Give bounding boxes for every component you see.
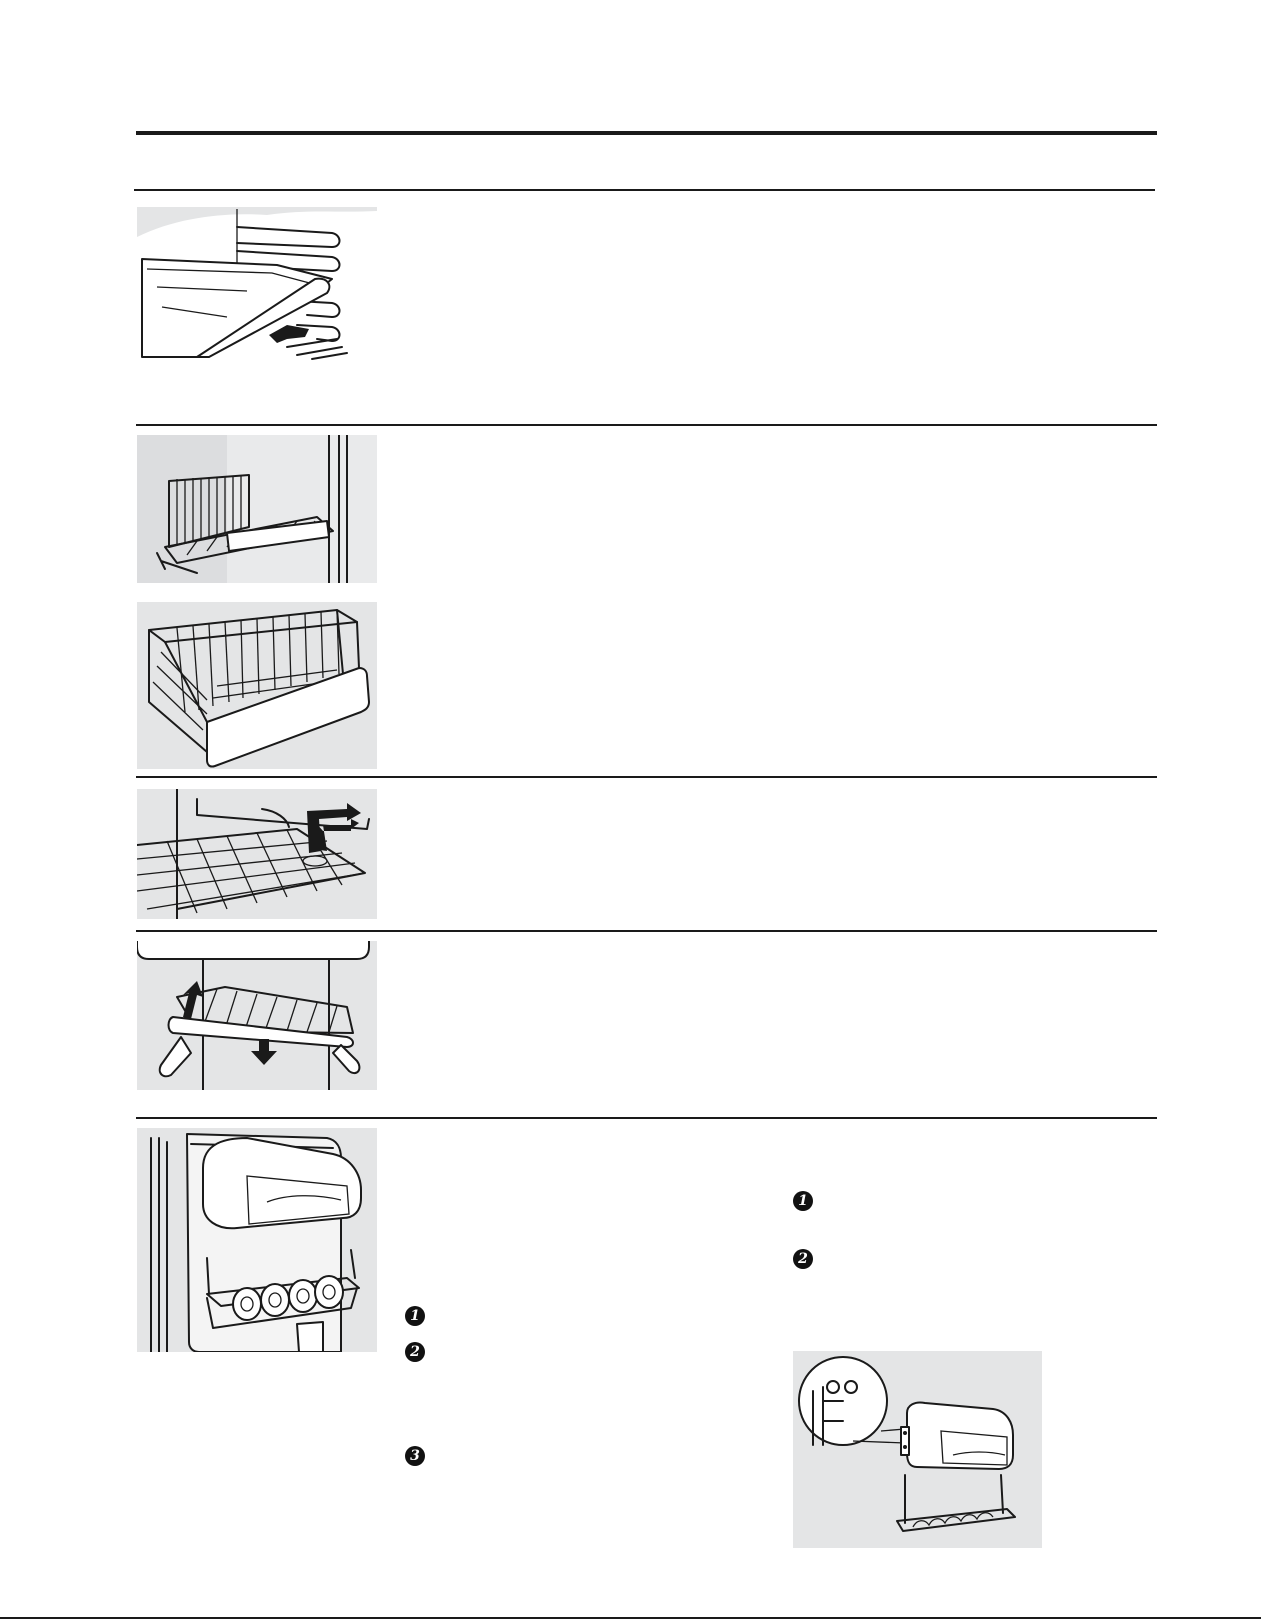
section-divider-3 xyxy=(136,776,1157,778)
callout-number-icon: 1 xyxy=(405,1306,425,1326)
callout-number-icon: 3 xyxy=(405,1446,425,1466)
sliding-shelf-illustration xyxy=(137,941,377,1090)
wire-shelf-illustration xyxy=(137,789,377,919)
freezer-basket-illustration xyxy=(137,602,377,769)
door-bin-can-rack-illustration xyxy=(137,1128,377,1352)
bin-assembly-detail-illustration xyxy=(793,1351,1042,1548)
section-divider-5 xyxy=(136,1117,1157,1119)
callout-number-icon: 1 xyxy=(793,1191,813,1211)
glass-shelf-illustration xyxy=(137,207,377,368)
header-rule xyxy=(136,131,1157,135)
callout-number-icon: 2 xyxy=(793,1249,813,1269)
section-divider-4 xyxy=(136,930,1157,932)
wire-bin-illustration xyxy=(137,435,377,583)
footer-rule xyxy=(0,1617,1261,1619)
section-divider-1 xyxy=(134,189,1155,191)
section-divider-2 xyxy=(136,424,1157,426)
callout-number-icon: 2 xyxy=(405,1342,425,1362)
